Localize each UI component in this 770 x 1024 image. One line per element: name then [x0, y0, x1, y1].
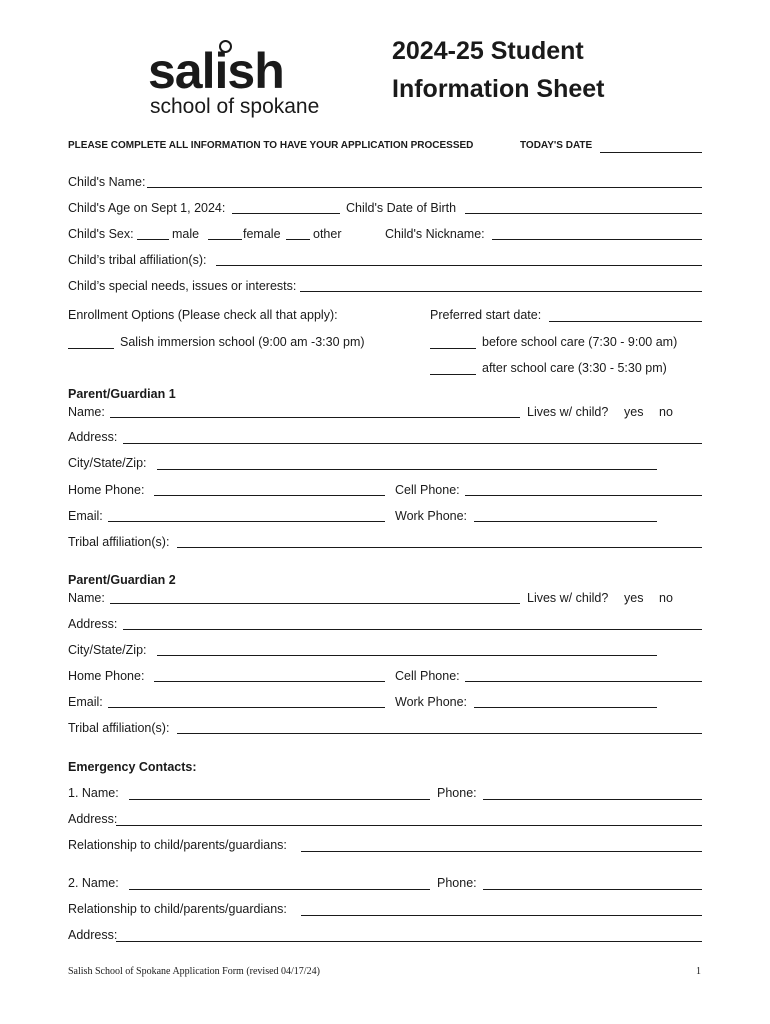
- guardian1-city-field[interactable]: [157, 469, 657, 470]
- guardian2-address-label: Address:: [68, 617, 118, 631]
- emergency-heading: Emergency Contacts:: [68, 760, 197, 774]
- preferred-start-label: Preferred start date:: [430, 308, 542, 322]
- guardian1-home-label: Home Phone:: [68, 483, 145, 497]
- emergency1-relationship-field[interactable]: [301, 851, 702, 852]
- guardian2-home-label: Home Phone:: [68, 669, 145, 683]
- guardian2-email-label: Email:: [68, 695, 103, 709]
- guardian1-email-label: Email:: [68, 509, 103, 523]
- child-name-label: Child's Name:: [68, 175, 146, 189]
- guardian1-address-label: Address:: [68, 430, 118, 444]
- guardian1-tribal-label: Tribal affiliation(s):: [68, 535, 170, 549]
- guardian1-tribal-field[interactable]: [177, 547, 702, 548]
- guardian1-lives-label: Lives w/ child?: [527, 405, 609, 419]
- sex-other-label: other: [313, 227, 342, 241]
- guardian2-name-label: Name:: [68, 591, 105, 605]
- emergency1-name-field[interactable]: [129, 799, 430, 800]
- guardian1-city-label: City/State/Zip:: [68, 456, 147, 470]
- immersion-check-field[interactable]: [68, 348, 114, 349]
- immersion-label: Salish immersion school (9:00 am -3:30 pm): [120, 335, 365, 349]
- sex-female-label: female: [243, 227, 281, 241]
- sex-female-field[interactable]: [208, 239, 242, 240]
- emergency2-phone-label: Phone:: [437, 876, 477, 890]
- guardian1-name-field[interactable]: [110, 417, 520, 418]
- guardian2-city-field[interactable]: [157, 655, 657, 656]
- child-tribal-label: Child’s tribal affiliation(s):: [68, 253, 207, 267]
- guardian2-yes-option[interactable]: yes: [624, 591, 644, 605]
- enrollment-label: Enrollment Options (Please check all that apply):: [68, 308, 338, 322]
- guardian1-address-field[interactable]: [123, 443, 702, 444]
- guardian2-work-field[interactable]: [474, 707, 657, 708]
- guardian2-tribal-label: Tribal affiliation(s):: [68, 721, 170, 735]
- guardian1-email-field[interactable]: [108, 521, 385, 522]
- emergency2-address-label: Address:: [68, 928, 118, 942]
- guardian1-no-option[interactable]: no: [659, 405, 673, 419]
- guardian1-cell-field[interactable]: [465, 495, 702, 496]
- guardian2-no-option[interactable]: no: [659, 591, 673, 605]
- child-dob-label: Child's Date of Birth: [346, 201, 457, 215]
- child-special-field[interactable]: [300, 291, 702, 292]
- guardian1-name-label: Name:: [68, 405, 105, 419]
- guardian1-work-field[interactable]: [474, 521, 657, 522]
- emergency2-relationship-field[interactable]: [301, 915, 702, 916]
- guardian2-lives-label: Lives w/ child?: [527, 591, 609, 605]
- before-care-check-field[interactable]: [430, 348, 476, 349]
- page-title-line2: Information Sheet: [392, 75, 605, 103]
- sex-male-label: male: [172, 227, 200, 241]
- before-care-label: before school care (7:30 - 9:00 am): [482, 335, 678, 349]
- guardian2-cell-label: Cell Phone:: [395, 669, 460, 683]
- logo-dot-icon: [219, 40, 232, 53]
- guardian2-cell-field[interactable]: [465, 681, 702, 682]
- guardian2-tribal-field[interactable]: [177, 733, 702, 734]
- guardian1-cell-label: Cell Phone:: [395, 483, 460, 497]
- child-age-label: Child's Age on Sept 1, 2024:: [68, 201, 226, 215]
- guardian1-heading: Parent/Guardian 1: [68, 387, 176, 401]
- child-age-field[interactable]: [232, 213, 340, 214]
- emergency2-relationship-label: Relationship to child/parents/guardians:: [68, 902, 287, 916]
- sex-male-field[interactable]: [137, 239, 169, 240]
- guardian2-heading: Parent/Guardian 2: [68, 573, 176, 587]
- guardian2-address-field[interactable]: [123, 629, 702, 630]
- page-title-line1: 2024-25 Student: [392, 37, 584, 65]
- emergency1-relationship-label: Relationship to child/parents/guardians:: [68, 838, 287, 852]
- page-number: 1: [696, 966, 701, 977]
- emergency1-phone-label: Phone:: [437, 786, 477, 800]
- emergency2-name-label: 2. Name:: [68, 876, 119, 890]
- child-special-label: Child’s special needs, issues or interests:: [68, 279, 297, 293]
- guardian2-name-field[interactable]: [110, 603, 520, 604]
- emergency1-address-label: Address:: [68, 812, 118, 826]
- emergency2-name-field[interactable]: [129, 889, 430, 890]
- preferred-start-field[interactable]: [549, 321, 702, 322]
- todays-date-field[interactable]: [600, 152, 702, 153]
- guardian1-work-label: Work Phone:: [395, 509, 468, 523]
- guardian2-work-label: Work Phone:: [395, 695, 468, 709]
- sex-other-field[interactable]: [286, 239, 310, 240]
- emergency2-address-field[interactable]: [116, 941, 702, 942]
- emergency1-name-label: 1. Name:: [68, 786, 119, 800]
- guardian2-email-field[interactable]: [108, 707, 385, 708]
- emergency1-address-field[interactable]: [116, 825, 702, 826]
- child-name-field[interactable]: [147, 187, 702, 188]
- logo-wordmark: salish: [148, 43, 284, 99]
- child-tribal-field[interactable]: [216, 265, 702, 266]
- emergency2-phone-field[interactable]: [483, 889, 702, 890]
- emergency1-phone-field[interactable]: [483, 799, 702, 800]
- guardian2-home-field[interactable]: [154, 681, 385, 682]
- instruction-text: PLEASE COMPLETE ALL INFORMATION TO HAVE YOUR APPLICATION PROCESSED: [68, 140, 474, 151]
- todays-date-label: TODAY'S DATE: [520, 140, 593, 151]
- child-nickname-field[interactable]: [492, 239, 702, 240]
- footer-text: Salish School of Spokane Application Form (revised 04/17/24): [68, 966, 320, 977]
- guardian2-city-label: City/State/Zip:: [68, 643, 147, 657]
- guardian1-yes-option[interactable]: yes: [624, 405, 644, 419]
- child-dob-field[interactable]: [465, 213, 702, 214]
- child-nickname-label: Child's Nickname:: [385, 227, 485, 241]
- child-sex-label: Child's Sex:: [68, 227, 134, 241]
- guardian1-home-field[interactable]: [154, 495, 385, 496]
- logo-subtitle: school of spokane: [150, 95, 320, 118]
- after-care-check-field[interactable]: [430, 374, 476, 375]
- after-care-label: after school care (3:30 - 5:30 pm): [482, 361, 667, 375]
